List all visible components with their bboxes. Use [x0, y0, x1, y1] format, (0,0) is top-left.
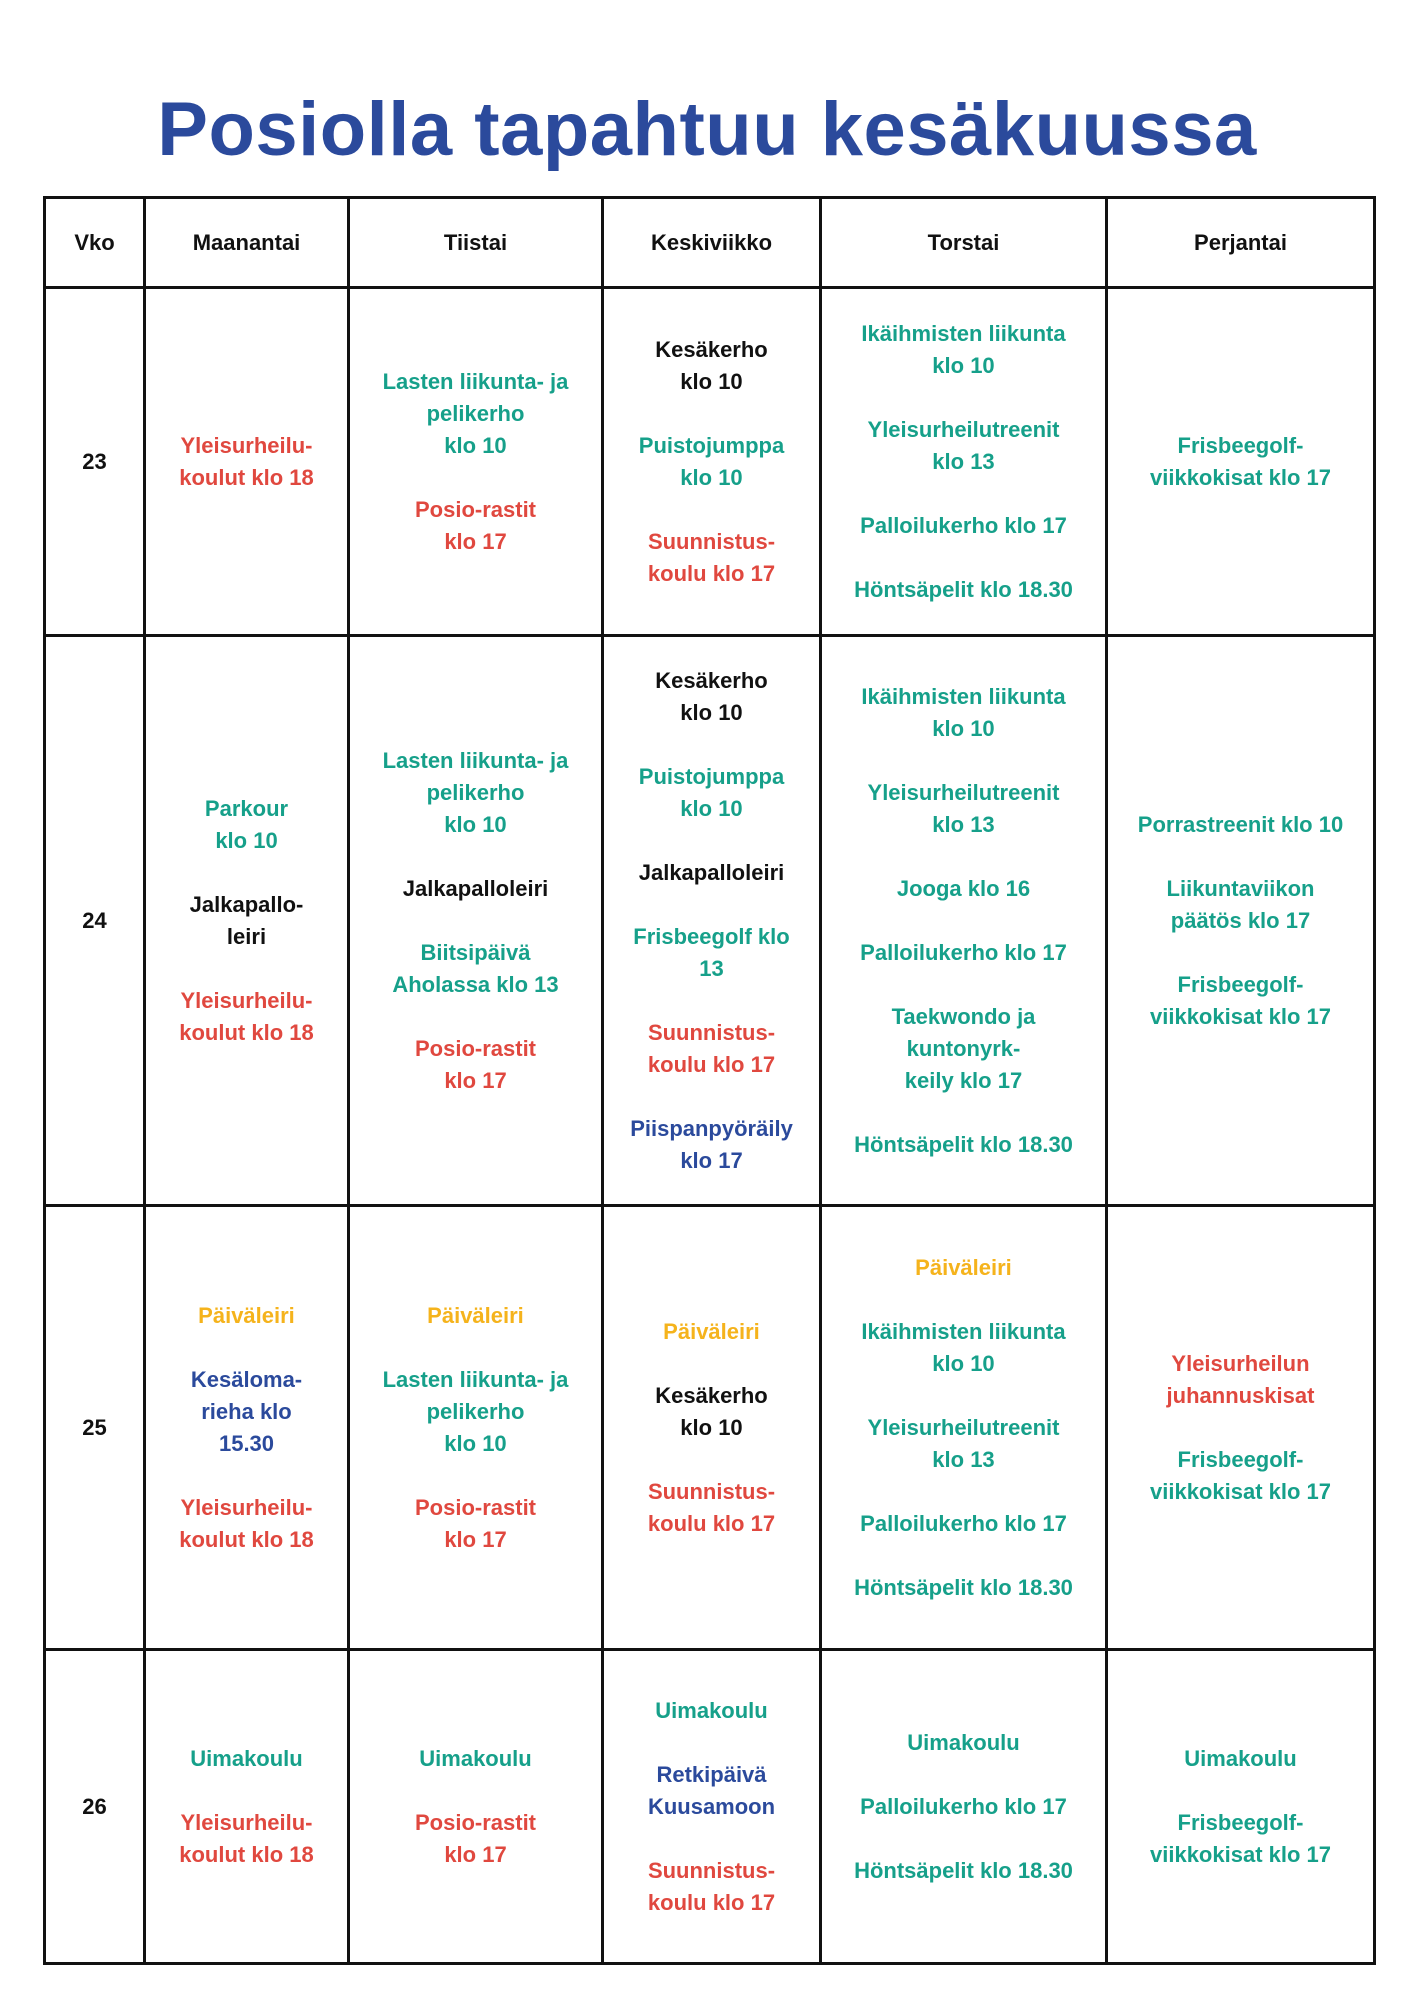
day-cell-wednesday [603, 288, 821, 636]
event-list [152, 430, 341, 494]
event-item: Liikuntaviikon päätös klo 17 [1166, 875, 1315, 933]
header-week: Vko [45, 198, 145, 288]
event-item: Yleisurheilutreenit klo 13 [867, 416, 1060, 474]
event-item: Lasten liikunta- ja pelikerho klo 10 [382, 747, 569, 837]
event-item: Biitsipäivä Aholassa klo 13 [392, 939, 559, 997]
event-list [1114, 430, 1367, 494]
event-item: Jalkapallo- leiri [189, 891, 304, 949]
schedule-table [43, 196, 1376, 1965]
day-cell-thursday [821, 288, 1107, 636]
event-list [356, 366, 595, 558]
header-friday: Perjantai [1107, 198, 1375, 288]
event-item: Höntsäpelit klo 18.30 [854, 1857, 1073, 1883]
event-item: Frisbeegolf- viikkokisat klo 17 [1150, 1809, 1331, 1867]
day-cell-tuesday [349, 636, 603, 1206]
event-item: Lasten liikunta- ja pelikerho klo 10 [382, 368, 569, 458]
week-row [45, 288, 1375, 636]
day-cell-thursday [821, 1206, 1107, 1650]
header-thursday: Torstai [821, 198, 1107, 288]
event-item: Uimakoulu [907, 1729, 1020, 1755]
day-cell-tuesday [349, 288, 603, 636]
week-row [45, 1206, 1375, 1650]
event-item: Yleisurheilu- koulut klo 18 [179, 1809, 314, 1867]
day-cell-friday [1107, 636, 1375, 1206]
event-item: Palloilukerho klo 17 [860, 939, 1067, 965]
event-list [1114, 809, 1367, 1033]
day-cell-friday [1107, 288, 1375, 636]
event-item: Uimakoulu [655, 1697, 768, 1723]
event-item: Uimakoulu [419, 1745, 532, 1771]
event-item: Uimakoulu [1184, 1745, 1297, 1771]
day-cell-thursday [821, 1650, 1107, 1964]
event-item: Yleisurheilu- koulut klo 18 [179, 432, 314, 490]
week-row [45, 1650, 1375, 1964]
event-item: Kesäloma- rieha klo 15.30 [190, 1366, 303, 1456]
event-item: Yleisurheilu- koulut klo 18 [179, 1494, 314, 1552]
event-item: Ikäihmisten liikunta klo 10 [861, 683, 1066, 741]
week-number: 24 [45, 636, 145, 1206]
event-item: Suunnistus- koulu klo 17 [647, 1857, 776, 1915]
event-item: Retkipäivä Kuusamoon [647, 1761, 776, 1819]
event-item: Parkour klo 10 [204, 795, 289, 853]
event-item: Yleisurheilutreenit klo 13 [867, 1414, 1060, 1472]
event-list [610, 334, 813, 590]
day-cell-wednesday [603, 1206, 821, 1650]
event-list [1114, 1743, 1367, 1871]
event-item: Frisbeegolf- viikkokisat klo 17 [1150, 971, 1331, 1029]
event-item: Ikäihmisten liikunta klo 10 [861, 1318, 1066, 1376]
week-number: 26 [45, 1650, 145, 1964]
day-cell-monday [145, 1206, 349, 1650]
event-list [152, 793, 341, 1049]
event-list [610, 1316, 813, 1540]
event-item: Puistojumppa klo 10 [638, 763, 785, 821]
week-number: 25 [45, 1206, 145, 1650]
day-cell-tuesday [349, 1650, 603, 1964]
event-list [828, 1252, 1099, 1604]
event-list [828, 318, 1099, 606]
event-list [610, 665, 813, 1177]
day-cell-monday [145, 1650, 349, 1964]
event-item: Piispanpyöräily klo 17 [630, 1115, 793, 1173]
event-item: Päiväleiri [663, 1318, 760, 1344]
event-item: Kesäkerho klo 10 [655, 667, 768, 725]
header-row [45, 198, 1375, 288]
event-item: Uimakoulu [190, 1745, 303, 1771]
event-item: Yleisurheilutreenit klo 13 [867, 779, 1060, 837]
event-item: Yleisurheilu- koulut klo 18 [179, 987, 314, 1045]
day-cell-tuesday [349, 1206, 603, 1650]
event-item: Palloilukerho klo 17 [860, 512, 1067, 538]
event-item: Porrastreenit klo 10 [1137, 811, 1344, 837]
event-item: Yleisurheilun juhannuskisat [1166, 1350, 1315, 1408]
day-cell-friday [1107, 1206, 1375, 1650]
event-item: Kesäkerho klo 10 [655, 336, 768, 394]
event-item: Jalkapalloleiri [638, 859, 785, 885]
event-item: Ikäihmisten liikunta klo 10 [861, 320, 1066, 378]
day-cell-monday [145, 288, 349, 636]
event-item: Kesäkerho klo 10 [655, 1382, 768, 1440]
event-item: Palloilukerho klo 17 [860, 1793, 1067, 1819]
event-item: Päiväleiri [427, 1302, 524, 1328]
header-monday: Maanantai [145, 198, 349, 288]
day-cell-wednesday [603, 636, 821, 1206]
event-item: Suunnistus- koulu klo 17 [647, 1478, 776, 1536]
event-list [356, 1300, 595, 1556]
event-item: Jalkapalloleiri [402, 875, 549, 901]
event-list [828, 1727, 1099, 1887]
event-item: Posio-rastit klo 17 [414, 496, 537, 554]
event-list [356, 745, 595, 1097]
event-item: Suunnistus- koulu klo 17 [647, 528, 776, 586]
event-item: Posio-rastit klo 17 [414, 1494, 537, 1552]
event-item: Höntsäpelit klo 18.30 [854, 576, 1073, 602]
event-item: Palloilukerho klo 17 [860, 1510, 1067, 1536]
event-item: Suunnistus- koulu klo 17 [647, 1019, 776, 1077]
event-item: Frisbeegolf- viikkokisat klo 17 [1150, 1446, 1331, 1504]
event-item: Posio-rastit klo 17 [414, 1809, 537, 1867]
event-item: Taekwondo ja kuntonyrk- keily klo 17 [891, 1003, 1036, 1093]
week-row [45, 636, 1375, 1206]
day-cell-monday [145, 636, 349, 1206]
header-wednesday: Keskiviikko [603, 198, 821, 288]
event-item: Höntsäpelit klo 18.30 [854, 1574, 1073, 1600]
event-item: Posio-rastit klo 17 [414, 1035, 537, 1093]
event-list [152, 1300, 341, 1556]
schedule-body [45, 288, 1375, 1964]
header-tuesday: Tiistai [349, 198, 603, 288]
event-item: Lasten liikunta- ja pelikerho klo 10 [382, 1366, 569, 1456]
day-cell-friday [1107, 1650, 1375, 1964]
event-item: Päiväleiri [198, 1302, 295, 1328]
day-cell-thursday [821, 636, 1107, 1206]
week-number: 23 [45, 288, 145, 636]
event-item: Päiväleiri [915, 1254, 1012, 1280]
event-list [1114, 1348, 1367, 1508]
event-list [828, 681, 1099, 1161]
event-list [356, 1743, 595, 1871]
event-list [610, 1695, 813, 1919]
event-item: Puistojumppa klo 10 [638, 432, 785, 490]
event-item: Jooga klo 16 [896, 875, 1031, 901]
event-item: Höntsäpelit klo 18.30 [854, 1131, 1073, 1157]
day-cell-wednesday [603, 1650, 821, 1964]
event-item: Frisbeegolf klo 13 [633, 923, 790, 981]
event-list [152, 1743, 341, 1871]
page-title: Posiolla tapahtuu kesäkuussa [157, 87, 1257, 172]
event-item: Frisbeegolf- viikkokisat klo 17 [1150, 432, 1331, 490]
